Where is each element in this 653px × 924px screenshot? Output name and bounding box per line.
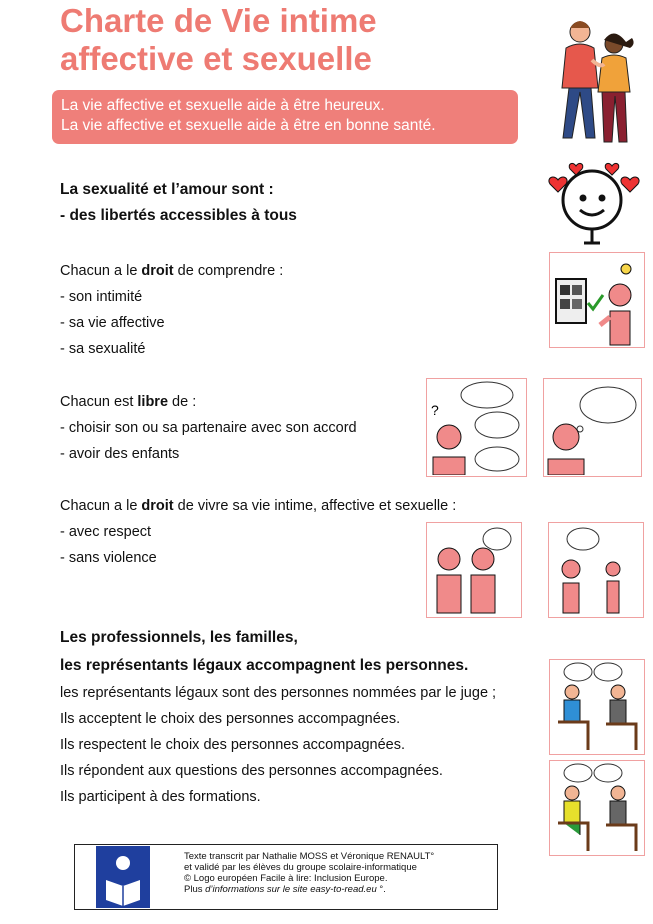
footer-credits: Texte transcrit par Nathalie MOSS et Véronique RENAULT° et validé par les élèves du groupe scolaire-informatique © Logo européen Facile à lire: Inclusion Europe. Plus d’informations sur le site easy-to-read.eu °. (184, 851, 435, 895)
easy-to-read-logo (96, 846, 150, 908)
list-item: Ils participent à des formations. (60, 789, 261, 805)
section-accompagnement-heading: Les professionnels, les familles, les représentants légaux accompagnent les personnes. (60, 629, 469, 674)
section-liberte-heading: La sexualité et l’amour sont : - des libertés accessibles à tous (60, 181, 297, 224)
list-item: Ils acceptent le choix des personnes accompagnées. (60, 711, 401, 727)
section-comprendre-intro: Chacun a le droit de comprendre : (60, 263, 284, 279)
list-item: les représentants légaux sont des personnes nommées par le juge ; (60, 685, 497, 701)
listening-pictogram (549, 760, 645, 856)
understand-pictogram (549, 252, 645, 348)
banner-line-2: La vie affective et sexuelle aide à être en bonne santé. (61, 117, 436, 134)
section-comprendre (60, 258, 283, 362)
footer-link-text: d’informations sur le site easy-to-read.eu (205, 884, 377, 895)
page-title (60, 2, 500, 78)
no-violence-pictogram (548, 522, 644, 618)
family-thought-pictogram (543, 378, 642, 477)
list-item: - avoir des enfants (60, 446, 180, 462)
respect-pictogram (426, 522, 522, 618)
title-line-1: Charte de Vie intime (60, 2, 377, 39)
title-line-2: affective et sexuelle (60, 40, 372, 77)
list-item: Ils répondent aux questions des personnes accompagnées. (60, 763, 443, 779)
choose-partner-pictogram (426, 378, 527, 477)
couple-illustration (552, 10, 642, 148)
list-item: - sa sexualité (60, 341, 146, 357)
list-item: - avec respect (60, 524, 152, 540)
section-accompagnement-list (60, 680, 496, 810)
intro-banner (52, 90, 518, 144)
list-item: - sans violence (60, 550, 157, 566)
section-respect (60, 493, 456, 571)
smiley-hearts-icon (546, 160, 642, 248)
counselling-pictogram (549, 659, 645, 755)
svg-text:?: ? (431, 402, 439, 418)
section-libre-intro: Chacun est libre de : (60, 394, 197, 410)
section-respect-intro: Chacun a le droit de vivre sa vie intime, affective et sexuelle : (60, 498, 457, 514)
list-item: - son intimité (60, 289, 143, 305)
list-item: - sa vie affective (60, 315, 165, 331)
list-item: - choisir son ou sa partenaire avec son accord (60, 420, 357, 436)
list-item: Ils respectent le choix des personnes accompagnées. (60, 737, 405, 753)
banner-line-1: La vie affective et sexuelle aide à être heureux. (61, 97, 385, 114)
section-libre (60, 389, 357, 467)
